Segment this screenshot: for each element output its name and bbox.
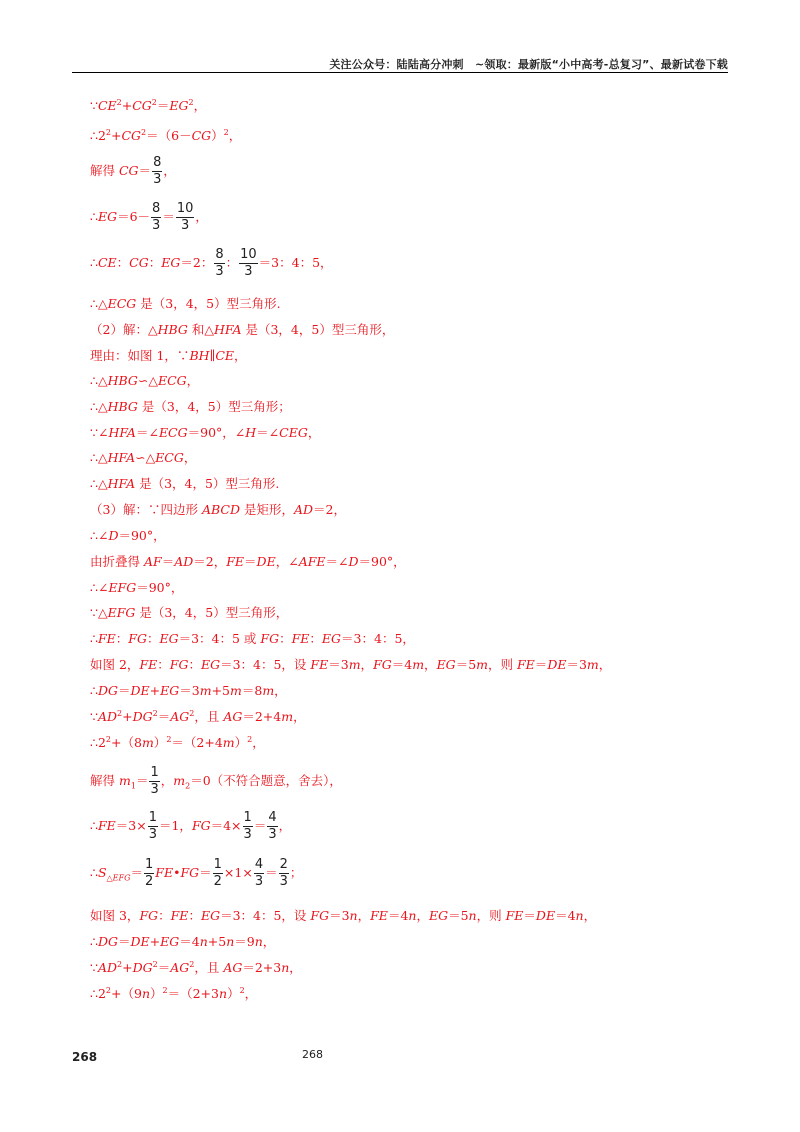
solution-line: （2）解：△HBG 和△HFA 是（3，4，5）型三角形， xyxy=(90,322,395,337)
fraction: $\frac{1}{2}$ xyxy=(213,857,222,889)
fraction: $\frac{2}{3}$ xyxy=(279,857,288,889)
fraction: $\frac{4}{3}$ xyxy=(268,810,277,842)
page-header: 关注公众号：陆陆高分冲刺 ~领取：最新版“小中高考-总复习”、最新试卷下载 xyxy=(329,58,728,71)
solution-line: $\because AD^2+DG^2=AG^2$，且 AG＝2+4m， xyxy=(90,708,306,724)
fraction: $\frac{8}{3}$ xyxy=(152,201,161,233)
solution-line: 如图 3，FG：FE：EG＝3：4：5，设 FG＝3n，FE＝4n，EG＝5n，则 FE＝DE＝4n， xyxy=(90,908,597,923)
fraction: $\frac{8}{3}$ xyxy=(215,247,224,279)
solution-line: $\because AD^2+DG^2=AG^2$，且 AG＝2+3n， xyxy=(90,959,302,975)
solution-line: 由折叠得 AF＝AD＝2，FE＝DE，∠AFE＝∠D＝90°， xyxy=(90,554,406,569)
solution-line: ∴FE：FG：EG＝3：4：5 或 FG：FE：EG＝3：4：5， xyxy=(90,631,415,646)
solution-line: ∴FE＝3× $\frac{1}{3}$ ＝1，FG＝4× $\frac{1}{3}$ ＝ $\frac{4}{3}$ ， xyxy=(90,810,292,842)
solution-line: ∴DG＝DE+EG＝3m+5m＝8m， xyxy=(90,683,287,698)
solution-line: （3）解：∵四边形 ABCD 是矩形，AD＝2， xyxy=(90,502,346,517)
fraction: $\frac{8}{3}$ xyxy=(153,155,162,187)
solution-line: ∴△HFA 是（3，4，5）型三角形. xyxy=(90,476,280,491)
fraction: $\frac{1}{3}$ xyxy=(150,765,159,797)
fraction: $\frac{1}{3}$ xyxy=(243,810,252,842)
solution-line: ∴∠D＝90°， xyxy=(90,528,166,543)
solution-line: $\therefore 2^2+CG^2=(6-CG)^2$， xyxy=(90,127,242,143)
page-number-center: 268 xyxy=(302,1048,323,1061)
page-number: 268 xyxy=(72,1050,98,1064)
solution-line: 解得 $m_1=$ $\frac{1}{3}$ ，$m_2=0$（不符合题意，舍去）， xyxy=(90,765,342,797)
fraction: $\frac{1}{2}$ xyxy=(144,857,154,889)
solution-line: 解得 CG＝ $\frac{8}{3}$ ， xyxy=(90,155,176,187)
solution-line: $\therefore 2^2+(8m)^2=(2+4m)^2$， xyxy=(90,734,265,750)
solution-line: ∵△EFG 是（3，4，5）型三角形， xyxy=(90,605,289,620)
solution-line: ∴△HBG 是（3，4，5）型三角形； xyxy=(90,399,291,414)
solution-line: ∴CE：CG：EG＝2： $\frac{8}{3}$ ： $\frac{10}{3}$ ＝3：4：5， xyxy=(90,247,333,279)
solution-line: $\because CE^2+CG^2=EG^2$， xyxy=(90,97,207,113)
solution-line: ∴△HFA∽△ECG， xyxy=(90,450,197,465)
solution-line: $\therefore 2^2+(9n)^2=(2+3n)^2$， xyxy=(90,985,258,1001)
solution-line: ∴∠EFG＝90°， xyxy=(90,580,184,595)
solution-line: ∴△ECG 是（3，4，5）型三角形. xyxy=(90,296,281,311)
solution-line: ∴△HBG∽△ECG， xyxy=(90,373,200,388)
solution-line: ∴EG＝6－ $\frac{8}{3}$ ＝ $\frac{10}{3}$ ， xyxy=(90,201,208,233)
fraction: $\frac{10}{3}$ xyxy=(240,247,257,279)
solution-line: $\therefore S_{\triangle EFG}=$ $\frac{1}{2}$ FE•FG＝ $\frac{1}{2}$ ×1× $\frac{4}{3}$ ＝ $\frac{2}{3}$ ； xyxy=(90,857,303,889)
solution-line: ∴DG＝DE+EG＝4n+5n＝9n， xyxy=(90,934,276,949)
solution-line: ∵∠HFA＝∠ECG＝90°，∠H＝∠CEG， xyxy=(90,425,321,440)
fraction: $\frac{4}{3}$ xyxy=(254,857,264,889)
solution-line: 理由：如图 1，∵BH∥CE， xyxy=(90,348,247,363)
solution-line: 如图 2，FE：FG：EG＝3：4：5，设 FE＝3m，FG＝4m，EG＝5m，则 FE＝DE＝3m， xyxy=(90,657,612,672)
fraction: $\frac{10}{3}$ xyxy=(176,201,194,233)
header-divider xyxy=(72,72,728,73)
fraction: $\frac{1}{3}$ xyxy=(148,810,157,842)
